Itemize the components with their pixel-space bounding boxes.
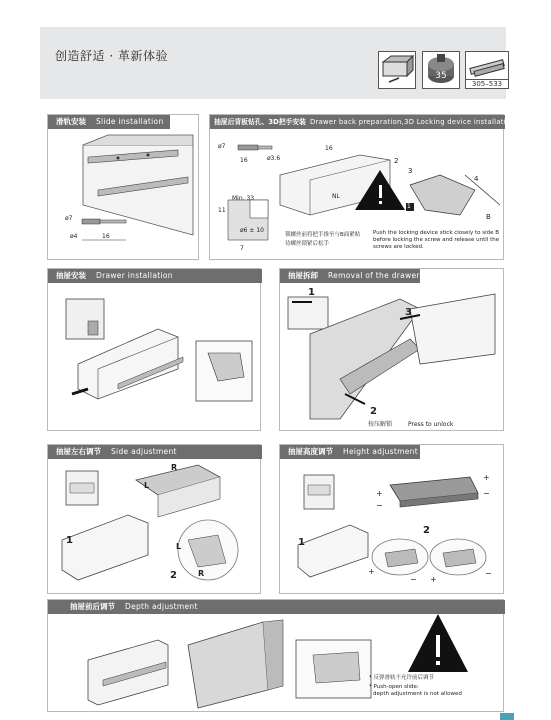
sign-minus-2: − xyxy=(483,489,490,498)
note-cn: * 反弹滑轨不允许前后调节 xyxy=(369,675,434,681)
page-tab xyxy=(500,713,514,720)
note-cn-1: 锁螺丝前将把手推至与B面紧贴 xyxy=(285,232,361,238)
length-range: 305–533 xyxy=(466,79,508,88)
dim-drill-dia: ø7 xyxy=(218,143,226,150)
callout-b: B xyxy=(486,213,491,221)
step-3: 3 xyxy=(405,307,412,318)
sign-minus-4: − xyxy=(485,569,492,578)
title-en: Depth adjustment xyxy=(125,602,198,611)
sign-plus-2: + xyxy=(483,473,490,482)
dir-l-detail: L xyxy=(176,542,182,551)
note-en: Push the locking device stick closely to side B before locking the screw and release until the screws are locked. xyxy=(373,230,500,250)
dim-screw-shank: ø4 xyxy=(70,233,78,240)
title-en: Slide installation xyxy=(96,117,164,126)
dim-screw-length: 16 xyxy=(102,233,110,240)
dim-drill-length: 16 xyxy=(240,157,248,164)
panel-slide-installation xyxy=(47,114,199,260)
callout-2: 2 xyxy=(394,157,399,165)
panel-height-adjustment xyxy=(279,444,504,594)
caption-cn: 按压解锁 xyxy=(368,421,393,428)
step-1: 1 xyxy=(308,287,315,298)
drawer-box-icon xyxy=(378,51,416,89)
dir-r-top: R xyxy=(171,463,178,472)
caption-en: Press to unlock xyxy=(408,421,454,428)
side-adjustment-figure xyxy=(48,445,262,595)
tagline: 创造舒适 · 革新体验 xyxy=(55,49,168,63)
step-1: 1 xyxy=(298,537,305,548)
panel-drawer-installation xyxy=(47,268,261,431)
panel-depth-adjustment xyxy=(47,599,504,712)
title-cn: 抽屉拆卸 xyxy=(288,271,318,280)
dim-hole: ø6 ± 10 xyxy=(240,227,264,234)
title-cn: 抽屉高度调节 xyxy=(288,447,333,456)
note-cn-2: 待螺丝锁紧后松手 xyxy=(285,241,330,247)
title-en: Removal of the drawer xyxy=(328,271,420,280)
panel-removal xyxy=(279,268,504,431)
title-en: Drawer installation xyxy=(96,271,173,280)
dir-l-top: L xyxy=(144,481,150,490)
height-adjustment-figure xyxy=(280,445,505,595)
title-cn: 滑轨安装 xyxy=(56,117,86,126)
panel-drawer-back-preparation xyxy=(209,114,516,260)
panel-side-adjustment xyxy=(47,444,261,594)
callout-1: 1 xyxy=(407,203,411,210)
note-en-2: depth adjustment is not allowed xyxy=(373,691,462,697)
header-icons xyxy=(40,27,506,99)
note-en-1: * Push-open slide: xyxy=(369,684,419,690)
title-cn: 抽屉前后调节 xyxy=(70,602,115,611)
load-value: 35 xyxy=(435,71,447,81)
dir-r-detail: R xyxy=(198,569,205,578)
sign-minus-3: − xyxy=(410,575,417,584)
sign-minus-1: − xyxy=(376,501,383,510)
title-cn: 抽屉后背板钻孔、3D把手安装 xyxy=(214,118,306,126)
step-1: 1 xyxy=(66,535,73,546)
callout-4: 4 xyxy=(474,175,479,183)
dim-depth: 16 xyxy=(325,145,333,152)
drawer-installation-figure xyxy=(48,269,262,432)
title-en: Height adjustment xyxy=(343,447,418,456)
slide-length-icon xyxy=(465,51,509,89)
dim-height: 11 xyxy=(218,207,226,214)
title-cn: 抽屉左右调节 xyxy=(56,447,101,456)
sign-plus-1: + xyxy=(376,489,383,498)
step-2: 2 xyxy=(423,525,430,536)
dim-min: Min. 33 xyxy=(232,195,255,202)
title-en: Drawer back preparation,3D Locking device installation xyxy=(309,118,516,126)
title-cn: 抽屉安装 xyxy=(56,271,86,280)
dim-nl: NL xyxy=(332,193,340,200)
callout-3: 3 xyxy=(408,167,413,175)
dim-offset: 7 xyxy=(240,245,244,252)
step-2: 2 xyxy=(170,570,177,581)
sign-plus-3: + xyxy=(368,567,375,576)
dim-hole-dia: ø3.6 xyxy=(267,155,281,162)
step-2: 2 xyxy=(370,406,377,417)
load-weight-icon xyxy=(422,51,460,89)
dim-screw-head: ø7 xyxy=(65,215,73,222)
title-en: Side adjustment xyxy=(111,447,177,456)
sign-plus-4: + xyxy=(430,575,437,584)
